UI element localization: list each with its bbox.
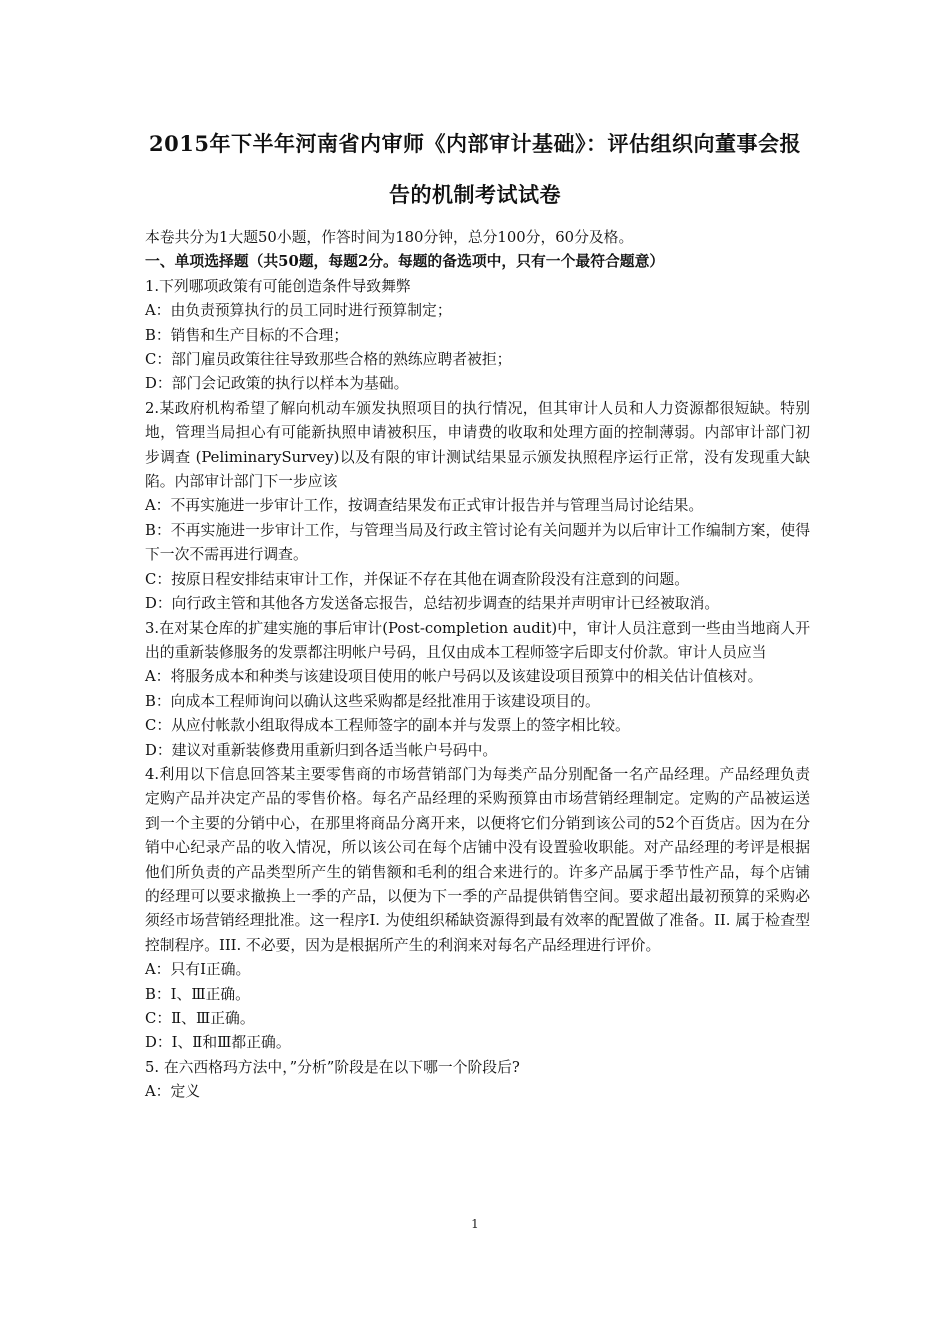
- option-line: A：定义: [145, 1083, 201, 1101]
- option-line: A：由负责预算执行的员工同时进行预算制定；: [145, 302, 452, 320]
- option-line: C：从应付帐款小组取得成本工程师签字的副本并与发票上的签字相比较。: [145, 717, 630, 735]
- option-line: C：部门雇员政策往往导致那些合格的熟练应聘者被拒；: [145, 351, 512, 369]
- option-line: D：向行政主管和其他各方发送备忘报告，总结初步调查的结果并声明审计已经被取消。: [145, 595, 720, 613]
- question-5: 5. 在六西格玛方法中，”分析”阶段是在以下哪一个阶段后?: [145, 1058, 520, 1076]
- option-line: A：只有I正确。: [145, 961, 251, 979]
- section-heading: 一、单项选择题（共50题，每题2分。每题的备选项中，只有一个最符合题意）: [145, 253, 665, 271]
- question-1: 1.下列哪项政策有可能创造条件导致舞弊: [145, 277, 411, 295]
- option-line: B：I、Ⅲ正确。: [145, 985, 250, 1003]
- option-line: A：将服务成本和种类与该建设项目使用的帐户号码以及该建设项目预算中的相关估计值核对。: [145, 668, 763, 686]
- document-body: [145, 226, 810, 1105]
- option-line: D：部门会记政策的执行以样本为基础。: [145, 375, 409, 393]
- option-line: B：向成本工程师询问以确认这些采购都是经批准用于该建设项目的。: [145, 692, 600, 710]
- option-line: D：I、Ⅱ和Ⅲ都正确。: [145, 1034, 291, 1052]
- document-title-line-1: 2015年下半年河南省内审师《内部审计基础》：评估组织向董事会报: [149, 131, 801, 156]
- question-2: 2.某政府机构希望了解向机动车颁发执照项目的执行情况，但其审计人员和人力资源都很短缺。特别地，管理当局担心有可能新执照申请被积压，申请费的收取和处理方面的控制薄弱。内部审计部门初步调查 (PeliminarySurvey)以及有限的审计测试结果显示颁发执照程序运行正常，没有发现重大缺陷。内部审计部门下一步应该: [145, 399, 810, 491]
- exam-intro: 本卷共分为1大题50小题，作答时间为180分钟，总分100分，60分及格。: [145, 229, 634, 246]
- option-line: B：销售和生产目标的不合理；: [145, 326, 349, 344]
- question-3: 3.在对某仓库的扩建实施的事后审计(Post-completion audit)中，审计人员注意到一些由当地商人开出的重新装修服务的发票都注明帐户号码，且仅由成本工程师签字后即支付价款。审计人员应当: [145, 619, 810, 661]
- option-line: B：不再实施进一步审计工作，与管理当局及行政主管讨论有关问题并为以后审计工作编制方案，使得下一次不需再进行调查。: [145, 521, 810, 564]
- option-line: C：按原日程安排结束审计工作，并保证不存在其他在调查阶段没有注意到的问题。: [145, 570, 690, 588]
- option-line: D：建议对重新装修费用重新归到各适当帐户号码中。: [145, 741, 498, 759]
- page-number: 1: [471, 1217, 479, 1231]
- question-4: 4.利用以下信息回答某主要零售商的市场营销部门为每类产品分别配备一名产品经理。产品经理负责定购产品并决定产品的零售价格。每名产品经理的采购预算由市场营销经理制定。定购的产品被运送到一个主要的分销中心，在那里将商品分离开来，以便将它们分销到该公司的52个百货店。因为在分销中心纪录产品的收入情况，所以该公司在每个店铺中没有设置验收职能。对产品经理的考评是根据他们所负责的产品类型所产生的销售额和毛利的组合来进行的。许多产品属于季节性产品，每个店铺的经理可以要求撤换上一季的产品，以便为下一季的产品提供销售空间。要求超出最初预算的采购必须经市场营销经理批准。这一程序I. 为使组织稀缺资源得到最有效率的配置做了准备。II. 属于检查型控制程序。III. 不必要，因为是根据所产生的利润来对每名产品经理进行评价。: [145, 765, 810, 954]
- document-title-line-2: 告的机制考试试卷: [389, 182, 561, 207]
- option-line: C：Ⅱ、Ⅲ正确。: [145, 1010, 255, 1027]
- option-line: A：不再实施进一步审计工作，按调查结果发布正式审计报告并与管理当局讨论结果。: [145, 497, 704, 515]
